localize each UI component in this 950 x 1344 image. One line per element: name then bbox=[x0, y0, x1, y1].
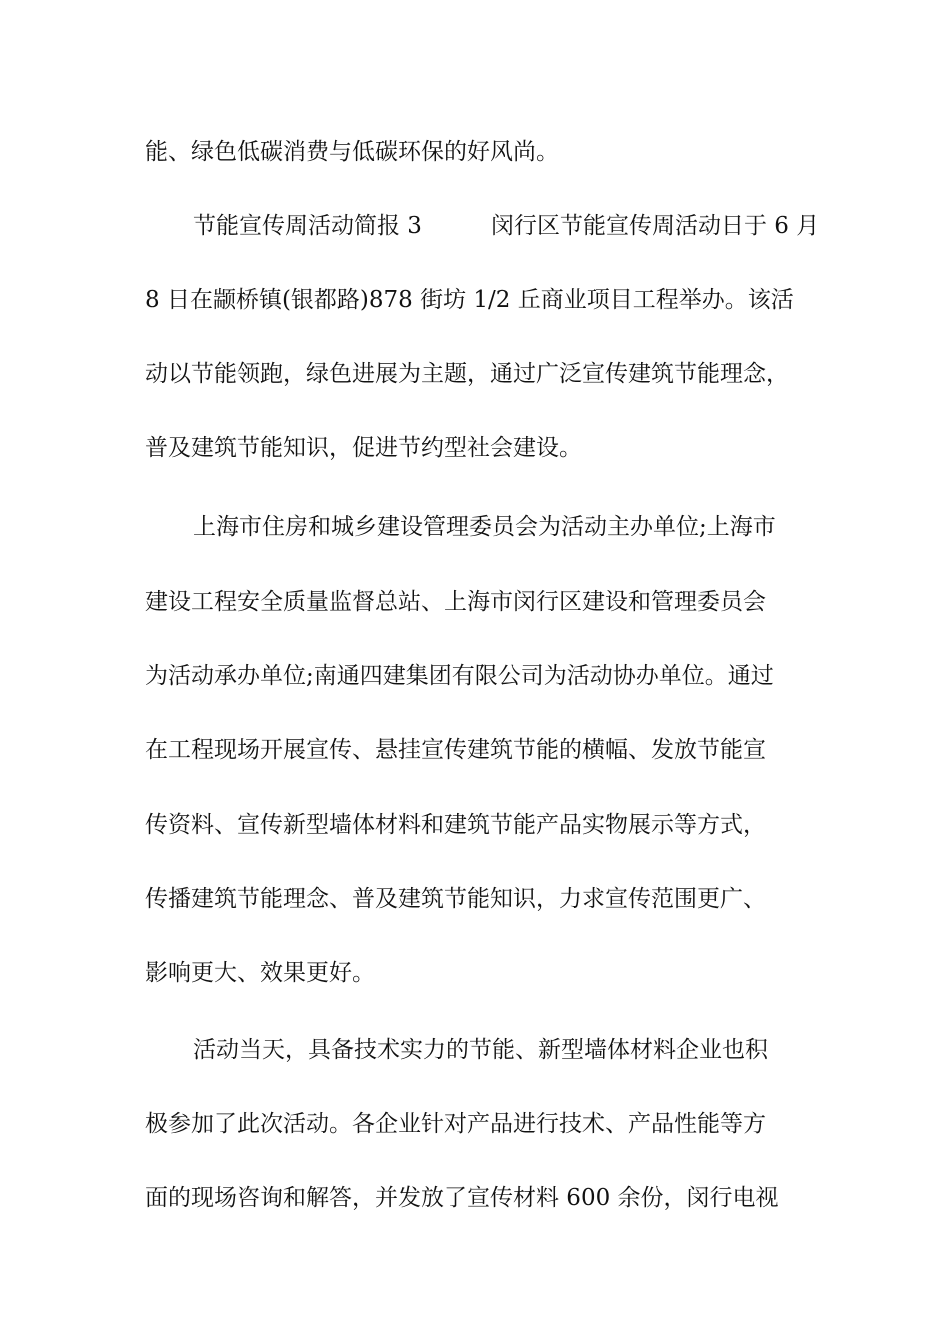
text-line: 在工程现场开展宣传、悬挂宣传建筑节能的横幅、发放节能宣 bbox=[145, 737, 766, 763]
text-line: 上海市住房和城乡建设管理委员会为活动主办单位;上海市 bbox=[193, 514, 776, 540]
text-line: 建设工程安全质量监督总站、上海市闵行区建设和管理委员会 bbox=[145, 589, 766, 615]
text-line: 普及建筑节能知识，促进节约型社会建设。 bbox=[145, 435, 582, 461]
text-line: 影响更大、效果更好。 bbox=[145, 960, 375, 986]
text-line: 节能宣传周活动简报 3 闵行区节能宣传周活动日于 6 月 bbox=[193, 213, 820, 239]
text-line: 面的现场咨询和解答，并发放了宣传材料 600 余份，闵行电视 bbox=[145, 1185, 779, 1211]
text-line: 动以节能领跑，绿色进展为主题，通过广泛宣传建筑节能理念， bbox=[145, 361, 789, 387]
text-line: 8 日在颛桥镇(银都路)878 街坊 1/2 丘商业项目工程举办。该活 bbox=[145, 287, 794, 313]
text-line: 能、绿色低碳消费与低碳环保的好风尚。 bbox=[145, 139, 559, 165]
text-line: 传资料、宣传新型墙体材料和建筑节能产品实物展示等方式， bbox=[145, 812, 766, 838]
text-line: 活动当天，具备技术实力的节能、新型墙体材料企业也积 bbox=[193, 1037, 768, 1063]
text-line: 传播建筑节能理念、普及建筑节能知识，力求宣传范围更广、 bbox=[145, 886, 766, 912]
text-line: 为活动承办单位;南通四建集团有限公司为活动协办单位。通过 bbox=[145, 663, 774, 689]
text-line: 极参加了此次活动。各企业针对产品进行技术、产品性能等方 bbox=[145, 1111, 766, 1137]
